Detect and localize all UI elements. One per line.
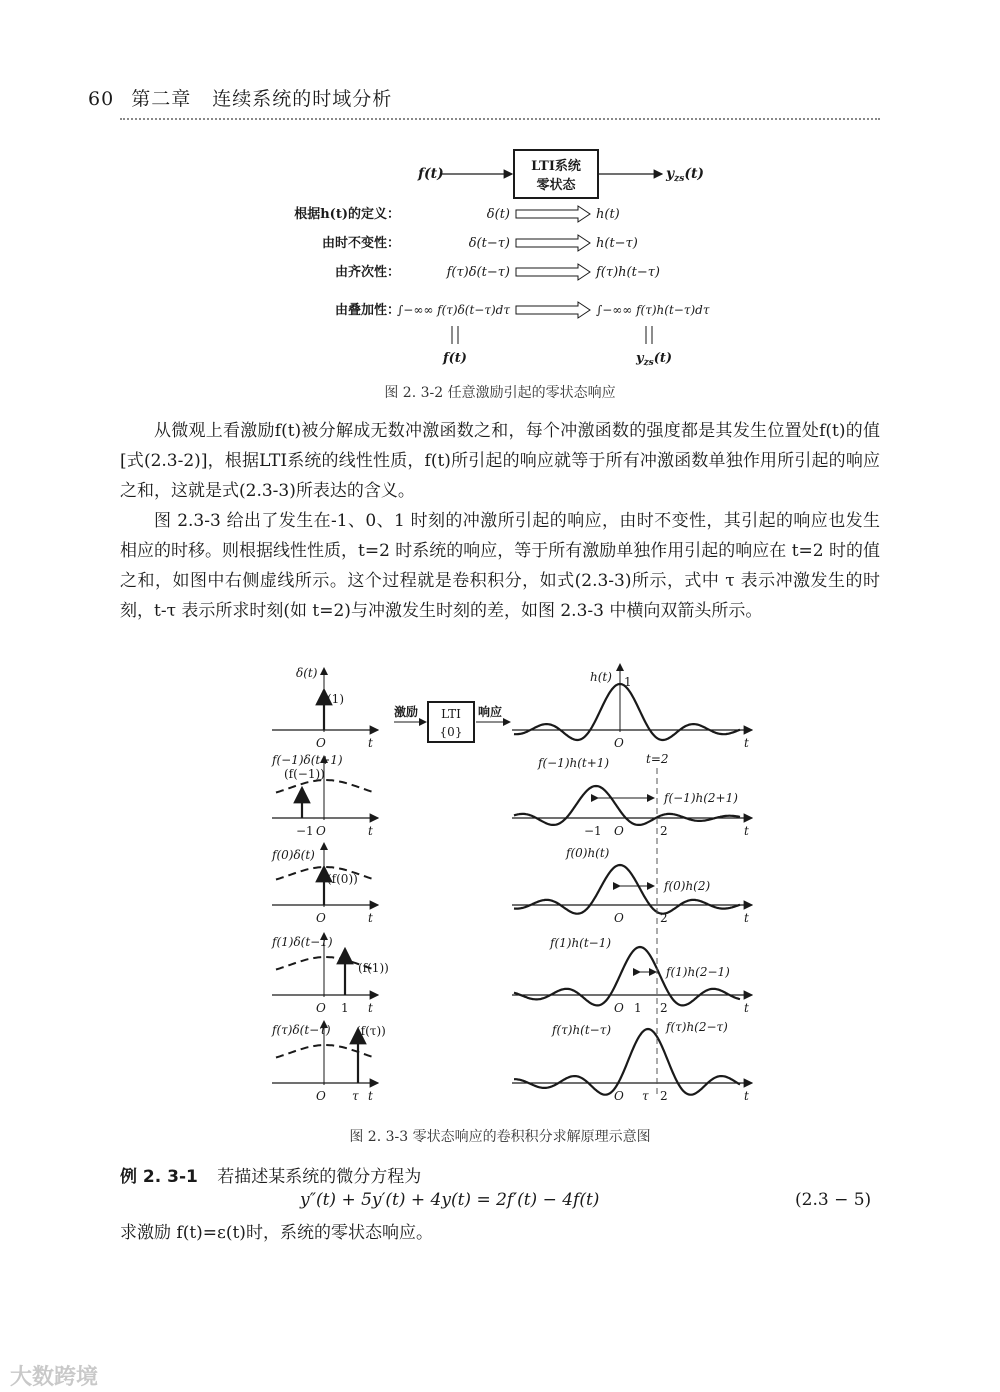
- fig2-zero-label: {0}: [439, 725, 463, 739]
- figure1-caption: 图 2. 3-2 任意激励引起的零状态响应: [384, 385, 616, 401]
- example-title: 例 2. 3-1: [120, 1167, 198, 1187]
- fig2-response-label: 响应: [478, 705, 503, 719]
- fig2-row4-right-label: f(1)h(t−1): [550, 936, 612, 950]
- fig2-row1-strength: (1): [327, 692, 344, 706]
- fig2-excite-label: 激励: [394, 705, 419, 719]
- fig2-left-origin-3: O: [316, 911, 326, 925]
- example-block: [120, 1163, 880, 1191]
- fig2-left-tick-1: 1: [341, 1001, 349, 1015]
- fig2-lti-label: LTI: [441, 707, 461, 721]
- fig2-row2-note: f(−1)h(2+1): [664, 791, 738, 805]
- fig1-input-label: f(t): [418, 166, 444, 182]
- figure2-caption: 图 2. 3-3 零状态响应的卷积积分求解原理示意图: [349, 1129, 651, 1145]
- fig2-right-origin-4: O: [614, 1001, 624, 1015]
- example-question: 求激励 f(t)=ε(t)时，系统的零状态响应。: [120, 1223, 433, 1243]
- fig1-arrow-row2: [516, 235, 590, 251]
- paragraph-2: 图 2.3-3 给出了发生在-1、0、1 时刻的冲激所引起的响应，由时不变性，其引起的响应也发生相应的时移。则根据线性性质，t=2 时系统的响应，等于所有激励单独作用引起的响应在 t=2 时的值之和，如图中右侧虚线所示。这个过程就是卷积积分，如式(2.3-3)所示，式中 τ 表示冲激发生的时刻，t-τ 表示所求时刻(如 t=2)与冲激发生时刻的差，如图 2.3-3 中横向双箭头所示。: [120, 511, 880, 621]
- fig1-row2-right: h(t−τ): [596, 236, 638, 251]
- chapter-number: 第二章: [131, 88, 192, 110]
- fig2-right-t-label-5: t: [744, 1089, 749, 1103]
- fig2-right-origin-2: O: [614, 824, 624, 838]
- fig2-left-tick-tau: τ: [352, 1089, 359, 1103]
- fig1-hollow-arrows: [516, 206, 590, 318]
- fig2-right-tick-1: 1: [634, 1001, 642, 1015]
- fig2-row5-right-label: f(τ)h(t−τ): [552, 1023, 612, 1037]
- fig1-arrow-row4: [516, 302, 590, 318]
- fig2-excitation-curve-5: [276, 1045, 376, 1058]
- fig2-row1-left-label: δ(t): [296, 666, 318, 680]
- fig1-arrow-row3: [516, 264, 590, 280]
- fig1-bottom-left: f(t): [443, 351, 467, 366]
- fig2-row4-strength: (f(1)): [358, 961, 389, 975]
- fig2-right-tick-2-3: 2: [660, 911, 668, 925]
- fig2-t-eq-2: t=2: [646, 752, 669, 766]
- fig2-left-origin-2: O: [316, 824, 326, 838]
- fig2-right-tick-2-5: 2: [660, 1089, 668, 1103]
- fig1-row3-right: f(τ)h(t−τ): [596, 265, 660, 280]
- fig2-left-t-label-2: t: [368, 824, 373, 838]
- fig2-row3-strength: (f(0)): [327, 872, 358, 886]
- fig2-left-origin-4: O: [316, 1001, 326, 1015]
- fig2-row3-note: f(0)h(2): [664, 879, 711, 893]
- fig2-right-tick-2-4: 2: [660, 1001, 668, 1015]
- fig1-row4-label: 由叠加性：: [334, 303, 400, 318]
- fig2-right-t-label-2: t: [744, 824, 749, 838]
- fig2-excitation-curve-2: [276, 780, 376, 793]
- equation-number: (2.3 − 5): [795, 1190, 872, 1210]
- fig1-row4-left: ∫−∞∞ f(τ)δ(t−τ)dτ: [397, 303, 510, 317]
- fig2-right-tick-tau: τ: [642, 1089, 649, 1103]
- fig2-response-curve-1: [514, 684, 740, 740]
- fig2-left-tick-neg1: −1: [296, 824, 314, 838]
- fig2-right-origin-1: O: [614, 736, 624, 750]
- fig2-row5-strength: (f(τ)): [356, 1024, 386, 1038]
- header-rule: [120, 118, 880, 120]
- fig2-right-tick-neg1: −1: [584, 824, 602, 838]
- fig2-row3-right-label: f(0)h(t): [566, 846, 610, 860]
- fig2-row2-left-label: f(−1)δ(t+1): [272, 753, 343, 767]
- example-intro: 若描述某系统的微分方程为: [217, 1167, 422, 1187]
- fig2-right-tick-2-2: 2: [660, 824, 668, 838]
- figure-2-3-2: [0, 130, 1000, 380]
- fig2-left-t-label-4: t: [368, 1001, 373, 1015]
- figure-2-3-3: [0, 660, 1000, 1120]
- fig1-row1-label: 根据h(t)的定义：: [294, 207, 400, 222]
- equation-2-3-5: y″(t) + 5y′(t) + 4y(t) = 2f′(t) − 4f(t): [300, 1190, 600, 1210]
- fig2-row2-strength: (f(−1)): [284, 767, 325, 781]
- fig2-row4-note: f(1)h(2−1): [666, 965, 730, 979]
- fig2-right-t-label-4: t: [744, 1001, 749, 1015]
- page-number: 60: [88, 88, 115, 110]
- fig2-row1-right-label: h(t): [590, 670, 612, 684]
- fig2-left-t-label-1: t: [368, 736, 373, 750]
- fig2-left-t-label-5: t: [368, 1089, 373, 1103]
- fig1-output-label: $y_{zs}(t)$: [666, 166, 705, 184]
- fig1-box-line2: 零状态: [536, 178, 576, 193]
- running-header: [88, 84, 392, 111]
- fig2-right-origin-5: O: [614, 1089, 624, 1103]
- fig1-arrow-row1: [516, 206, 590, 222]
- fig2-right-t-label-3: t: [744, 911, 749, 925]
- chapter-title: 连续系统的时域分析: [212, 88, 393, 110]
- fig1-row3-left: f(τ)δ(t−τ): [446, 265, 510, 280]
- fig2-left-origin-1: O: [316, 736, 326, 750]
- fig1-row4-right: ∫−∞∞ f(τ)h(t−τ)dτ: [596, 303, 710, 317]
- fig2-row2-right-label: f(−1)h(t+1): [538, 756, 610, 770]
- fig1-row2-left: δ(t−τ): [468, 236, 510, 251]
- fig1-row2-label: 由时不变性：: [321, 236, 400, 251]
- fig2-row3-left-label: f(0)δ(t): [272, 848, 315, 862]
- fig1-row1-left: δ(t): [486, 207, 510, 222]
- fig1-row3-label: 由齐次性：: [334, 265, 400, 280]
- fig2-row5-note: f(τ)h(2−τ): [666, 1020, 728, 1034]
- body-text: [120, 416, 880, 626]
- fig2-row5-left-label: f(τ)δ(t−τ): [272, 1023, 331, 1037]
- fig2-left-origin-5: O: [316, 1089, 326, 1103]
- fig2-right-t-label-1: t: [744, 736, 749, 750]
- paragraph-1: 从微观上看激励f(t)被分解成无数冲激函数之和，每个冲激函数的强度都是其发生位置处f(t)的值[式(2.3-2)]，根据LTI系统的线性性质，f(t)所引起的响应就等于所有冲激函数单独作用所引起的响应之和，这就是式(2.3-3)所表达的含义。: [120, 421, 880, 501]
- fig2-excitation-curve-3: [276, 867, 376, 880]
- fig1-bottom-right: $y_{zs}(t)$: [636, 351, 673, 368]
- watermark: 大数跨境: [10, 1365, 99, 1390]
- fig1-box-line1: LTI系统: [531, 159, 581, 174]
- fig2-right-origin-3: O: [614, 911, 624, 925]
- fig2-left-t-label-3: t: [368, 911, 373, 925]
- fig1-row1-right: h(t): [596, 207, 620, 222]
- fig2-row4-left-label: f(1)δ(t−1): [272, 935, 333, 949]
- fig2-right-peak-1: 1: [624, 675, 632, 689]
- fig2-response-curve-5: [514, 1029, 740, 1095]
